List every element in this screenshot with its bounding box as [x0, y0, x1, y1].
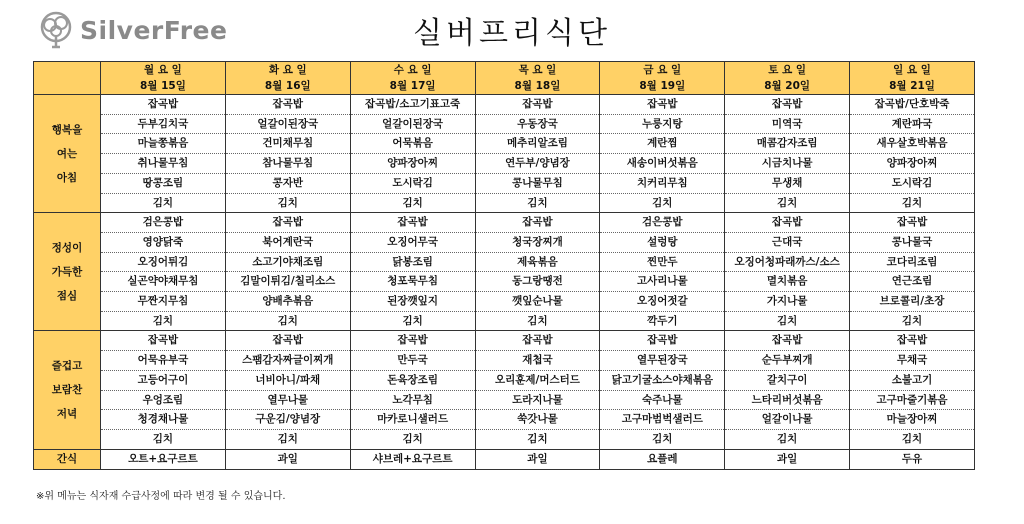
snack-item: 두유 — [850, 449, 975, 469]
snack-item: 요플레 — [600, 449, 725, 469]
menu-item: 참나물무침 — [225, 154, 350, 174]
menu-item: 된장깻잎지 — [350, 292, 475, 312]
menu-item: 잡곡밥 — [101, 331, 226, 351]
menu-item: 연두부/양념장 — [475, 154, 600, 174]
menu-item: 잡곡밥 — [600, 95, 725, 115]
menu-item: 우동장국 — [475, 114, 600, 134]
menu-item: 어묵유부국 — [101, 351, 226, 371]
menu-item: 북어계란국 — [225, 232, 350, 252]
menu-item: 얼갈이된장국 — [350, 114, 475, 134]
menu-item: 마카로니샐러드 — [350, 410, 475, 430]
menu-item: 김치 — [475, 429, 600, 449]
menu-item: 무생채 — [725, 173, 850, 193]
menu-item: 멸치볶음 — [725, 272, 850, 292]
menu-item: 청경채나물 — [101, 410, 226, 430]
menu-item: 너비아니/파채 — [225, 370, 350, 390]
menu-item: 느타리버섯볶음 — [725, 390, 850, 410]
menu-item: 깍두기 — [600, 311, 725, 331]
meal-label-line: 보람찬 — [51, 384, 83, 397]
menu-item: 가지나물 — [725, 292, 850, 312]
menu-item: 김치 — [101, 311, 226, 331]
menu-item: 고구마범벅샐러드 — [600, 410, 725, 430]
meal-label-snack: 간식 — [34, 449, 101, 469]
menu-item: 오징어젓갈 — [600, 292, 725, 312]
brand-name: SilverFree — [80, 15, 228, 45]
menu-item: 연근조림 — [850, 272, 975, 292]
menu-item: 우엉조림 — [101, 390, 226, 410]
menu-item: 만두국 — [350, 351, 475, 371]
menu-item: 오징어튀김 — [101, 252, 226, 272]
menu-item: 김치 — [600, 193, 725, 213]
menu-item: 잡곡밥 — [725, 331, 850, 351]
header-corner — [34, 62, 101, 95]
header-date: 8월 17일 — [350, 78, 475, 95]
menu-item: 김말이튀김/칠리소스 — [225, 272, 350, 292]
menu-item: 소불고기 — [850, 370, 975, 390]
table-row — [34, 95, 975, 115]
menu-item: 계란찜 — [600, 134, 725, 154]
table-row — [34, 272, 975, 292]
menu-item: 고구마줄기볶음 — [850, 390, 975, 410]
menu-item: 열무된장국 — [600, 351, 725, 371]
menu-item: 시금치나물 — [725, 154, 850, 174]
menu-item: 얼갈이나물 — [725, 410, 850, 430]
menu-item: 고등어구이 — [101, 370, 226, 390]
menu-item: 김치 — [350, 193, 475, 213]
header-day: 월 요 일 — [101, 62, 226, 79]
header-day: 화 요 일 — [225, 62, 350, 79]
table-row — [34, 429, 975, 449]
table-row — [34, 351, 975, 371]
meal-label-line: 가득한 — [51, 265, 83, 278]
meal-plan-table — [33, 61, 975, 470]
meal-label-lunch — [34, 213, 101, 331]
meal-label-line: 아침 — [56, 171, 78, 184]
table-row — [34, 390, 975, 410]
menu-item: 실곤약야채무침 — [101, 272, 226, 292]
table-row — [34, 193, 975, 213]
menu-item: 메추리알조림 — [475, 134, 600, 154]
menu-item: 돈육장조림 — [350, 370, 475, 390]
snack-row — [34, 449, 975, 469]
menu-item: 잡곡밥 — [225, 213, 350, 233]
header-date: 8월 18일 — [475, 78, 600, 95]
snack-item: 과일 — [725, 449, 850, 469]
footnote: ※위 메뉴는 식자재 수급사정에 따라 변경 될 수 있습니다. — [36, 491, 286, 502]
menu-item: 청포묵무침 — [350, 272, 475, 292]
menu-item: 스팸감자짜글이찌개 — [225, 351, 350, 371]
menu-item: 김치 — [101, 193, 226, 213]
menu-item: 검은콩밥 — [600, 213, 725, 233]
menu-item: 찐만두 — [600, 252, 725, 272]
menu-item: 잡곡밥 — [725, 213, 850, 233]
menu-item: 잡곡밥 — [101, 95, 226, 115]
meal-label-line: 저녁 — [56, 408, 78, 421]
menu-item: 김치 — [850, 311, 975, 331]
menu-item: 도라지나물 — [475, 390, 600, 410]
snack-item: 샤브레+요구르트 — [350, 449, 475, 469]
menu-item: 동그랑땡전 — [475, 272, 600, 292]
menu-item: 두부김치국 — [101, 114, 226, 134]
menu-item: 김치 — [225, 429, 350, 449]
menu-item: 김치 — [475, 193, 600, 213]
menu-item: 김치 — [725, 311, 850, 331]
table-row — [34, 331, 975, 351]
meal-label-line: 여는 — [56, 147, 78, 160]
menu-item: 마늘쫑볶음 — [101, 134, 226, 154]
menu-item: 잡곡밥 — [475, 331, 600, 351]
meal-label-line: 정성이 — [51, 241, 83, 254]
table-row — [34, 114, 975, 134]
snack-item: 과일 — [475, 449, 600, 469]
meal-label-breakfast — [34, 95, 101, 213]
header-date: 8월 20일 — [725, 78, 850, 95]
header-date: 8월 19일 — [600, 78, 725, 95]
menu-item: 오징어청파래까스/소스 — [725, 252, 850, 272]
menu-item: 코다리조림 — [850, 252, 975, 272]
menu-item: 김치 — [850, 429, 975, 449]
menu-item: 근대국 — [725, 232, 850, 252]
menu-item: 고사리나물 — [600, 272, 725, 292]
menu-item: 매콤감자조림 — [725, 134, 850, 154]
menu-item: 김치 — [225, 193, 350, 213]
header-day: 금 요 일 — [600, 62, 725, 79]
table-row — [34, 232, 975, 252]
menu-item: 잡곡밥 — [475, 213, 600, 233]
menu-item: 김치 — [101, 429, 226, 449]
menu-item: 브로콜리/초장 — [850, 292, 975, 312]
menu-item: 김치 — [600, 429, 725, 449]
menu-item: 양파장아찌 — [350, 154, 475, 174]
table-row — [34, 410, 975, 430]
menu-item: 재첩국 — [475, 351, 600, 371]
menu-item: 설렁탕 — [600, 232, 725, 252]
header-day: 토 요 일 — [725, 62, 850, 79]
table-row — [34, 213, 975, 233]
menu-item: 새송이버섯볶음 — [600, 154, 725, 174]
menu-item: 취나물무침 — [101, 154, 226, 174]
menu-item: 구운김/양념장 — [225, 410, 350, 430]
meal-label-line: 행복을 — [51, 123, 83, 136]
menu-item: 무짠지무침 — [101, 292, 226, 312]
menu-item: 잡곡밥 — [225, 331, 350, 351]
menu-item: 김치 — [350, 429, 475, 449]
menu-item: 잡곡밥 — [225, 95, 350, 115]
table-row — [34, 370, 975, 390]
menu-item: 콩나물무침 — [475, 173, 600, 193]
menu-item: 깻잎순나물 — [475, 292, 600, 312]
menu-item: 잡곡밥 — [350, 331, 475, 351]
menu-item: 양배추볶음 — [225, 292, 350, 312]
header-day: 수 요 일 — [350, 62, 475, 79]
menu-item: 김치 — [725, 429, 850, 449]
table-row — [34, 311, 975, 331]
menu-item: 양파장아찌 — [850, 154, 975, 174]
header-day: 일 요 일 — [850, 62, 975, 79]
header-date: 8월 21일 — [850, 78, 975, 95]
menu-item: 누룽지탕 — [600, 114, 725, 134]
menu-item: 어묵볶음 — [350, 134, 475, 154]
menu-item: 오징어무국 — [350, 232, 475, 252]
table-row — [34, 154, 975, 174]
menu-item: 김치 — [725, 193, 850, 213]
menu-item: 치커리무침 — [600, 173, 725, 193]
menu-item: 순두부찌개 — [725, 351, 850, 371]
menu-item: 검은콩밥 — [101, 213, 226, 233]
table-row — [34, 134, 975, 154]
menu-item: 콩나물국 — [850, 232, 975, 252]
meal-label-line: 즐겁고 — [51, 360, 83, 373]
header-day: 목 요 일 — [475, 62, 600, 79]
menu-item: 잡곡밥 — [600, 331, 725, 351]
menu-item: 김치 — [350, 311, 475, 331]
menu-item: 김치 — [225, 311, 350, 331]
meal-label-dinner — [34, 331, 101, 449]
menu-item: 열무나물 — [225, 390, 350, 410]
menu-item: 계란파국 — [850, 114, 975, 134]
menu-item: 잡곡밥/단호박죽 — [850, 95, 975, 115]
menu-item: 잡곡밥 — [475, 95, 600, 115]
menu-item: 제육볶음 — [475, 252, 600, 272]
menu-item: 쑥갓나물 — [475, 410, 600, 430]
menu-item: 닭고기굴소스야채볶음 — [600, 370, 725, 390]
header-date: 8월 15일 — [101, 78, 226, 95]
menu-item: 미역국 — [725, 114, 850, 134]
table-row — [34, 173, 975, 193]
menu-item: 땅콩조림 — [101, 173, 226, 193]
menu-item: 오리훈제/머스터드 — [475, 370, 600, 390]
page-title: 실버프리식단 — [413, 16, 611, 51]
menu-item: 숙주나물 — [600, 390, 725, 410]
menu-item: 얼갈이된장국 — [225, 114, 350, 134]
menu-item: 노각무침 — [350, 390, 475, 410]
menu-item: 마늘장아찌 — [850, 410, 975, 430]
menu-item: 콩자반 — [225, 173, 350, 193]
header-date: 8월 16일 — [225, 78, 350, 95]
menu-item: 잡곡밥 — [350, 213, 475, 233]
menu-item: 닭봉조림 — [350, 252, 475, 272]
snack-item: 과일 — [225, 449, 350, 469]
menu-item: 청국장찌개 — [475, 232, 600, 252]
menu-item: 무채국 — [850, 351, 975, 371]
menu-item: 김치 — [475, 311, 600, 331]
menu-item: 새우살호박볶음 — [850, 134, 975, 154]
menu-item: 잡곡밥 — [850, 331, 975, 351]
menu-item: 영양닭죽 — [101, 232, 226, 252]
menu-item: 김치 — [850, 193, 975, 213]
menu-item: 잡곡밥 — [725, 95, 850, 115]
snack-item: 오트+요구르트 — [101, 449, 226, 469]
table-row — [34, 292, 975, 312]
menu-item: 도시락김 — [850, 173, 975, 193]
menu-item: 잡곡밥/소고기표고죽 — [350, 95, 475, 115]
menu-item: 잡곡밥 — [850, 213, 975, 233]
menu-item: 도시락김 — [350, 173, 475, 193]
menu-item: 소고기야채조림 — [225, 252, 350, 272]
table-row — [34, 252, 975, 272]
menu-item: 건미채무침 — [225, 134, 350, 154]
meal-label-line: 점심 — [56, 289, 78, 302]
menu-item: 갈치구이 — [725, 370, 850, 390]
